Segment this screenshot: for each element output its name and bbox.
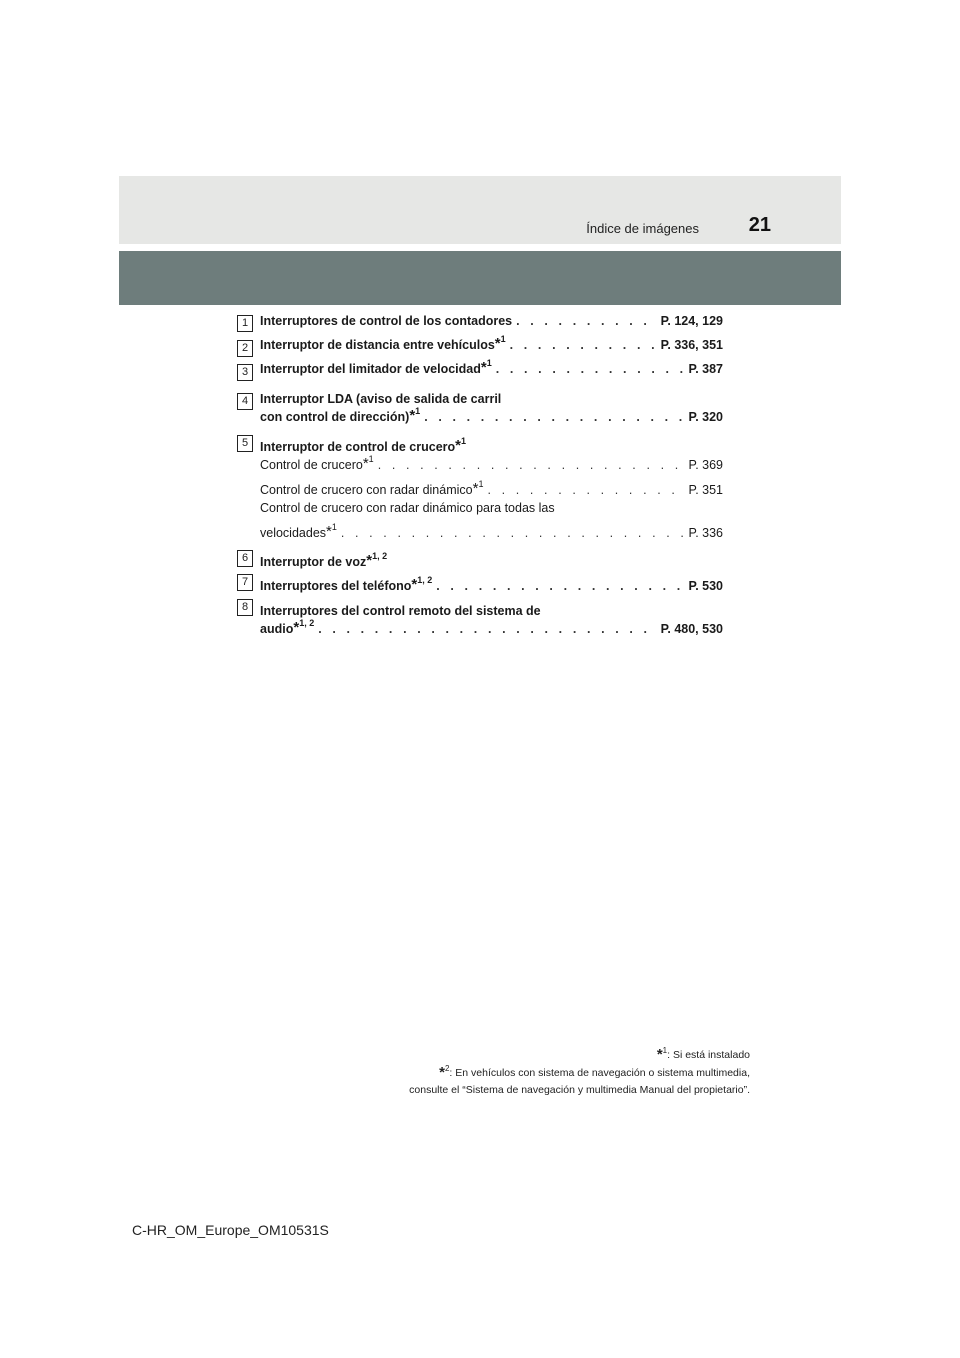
entry-line[interactable] [260,336,723,354]
footnote-marker: *1 [472,479,484,497]
dot-leader [341,524,685,542]
page-reference-link[interactable]: P. 336, 351 [660,338,723,352]
dot-leader [516,312,657,330]
footnote-line [409,1046,750,1064]
entry-text: Interruptores de control de los contadores [260,314,513,328]
footnote-marker-number: 1 [368,454,374,464]
page-number: 21 [748,214,771,236]
footnote-marker: *1 [326,522,337,540]
entry-line[interactable] [260,577,723,595]
entry-line [260,499,723,517]
entry-text: Control de crucero con radar dinámico para todas las [260,501,555,515]
footnote-text: : En vehículos con sistema de navegación o sistema multimedia, [449,1067,750,1079]
dot-leader [378,456,685,474]
entry-text: Interruptor del limitador de velocidad [260,362,481,376]
footnote-marker-number: 1, 2 [417,575,433,585]
footnote-marker: *1 [480,358,492,376]
page-reference-link[interactable]: P. 124, 129 [660,314,723,328]
footnote-marker-number: 1 [486,358,492,368]
dot-leader [487,481,684,499]
entry-number-box: 4 [237,393,253,410]
entry-line [260,602,723,620]
footnote-number: 2 [444,1064,450,1073]
footnote-number: 1 [662,1046,668,1055]
footnote-marker-number: 1 [478,479,484,489]
entry-line[interactable] [260,312,723,330]
entry-number-box: 8 [237,599,253,616]
entry-line[interactable] [260,456,723,474]
entry-text: velocidades [260,526,327,540]
entry-text: Interruptor LDA (aviso de salida de carril [260,392,502,406]
page-reference-link[interactable]: P. 369 [688,458,723,472]
footnote-marker: *1, 2 [411,575,433,593]
section-title: Índice de imágenes [586,221,699,236]
entry-line[interactable] [260,360,723,378]
page-reference-link[interactable]: P. 320 [688,410,723,424]
footnote-marker: *1, 2 [366,551,388,569]
dot-leader [436,577,684,595]
footnote-marker: *1 [409,406,421,424]
entry-number-box: 6 [237,550,253,567]
entry-text: Interruptor de voz [260,555,367,569]
entry-number-box: 7 [237,574,253,591]
footnote-marker-number: 1 [415,406,421,416]
entry-text: Interruptores del teléfono [260,579,412,593]
page-reference-link[interactable]: P. 351 [688,483,723,497]
footnote-text: : Si está instalado [667,1049,750,1061]
header-band [119,176,841,244]
entry-text: audio [260,622,294,636]
entry-line[interactable] [260,481,723,499]
footnote-text: consulte el “Sistema de navegación y multimedia Manual del propietario”. [409,1084,750,1096]
footnote-star: * [439,1064,445,1081]
dot-leader [424,408,684,426]
entry-line [260,390,723,408]
entry-line[interactable] [260,620,723,638]
footnote-marker-number: 1 [500,334,506,344]
dot-leader [496,360,685,378]
page-reference-link[interactable]: P. 387 [688,362,723,376]
footnote-marker: *1 [362,454,374,472]
dot-leader [510,336,657,354]
footnote-marker-number: 1, 2 [372,551,388,561]
footnote-marker: *1 [455,436,467,454]
entry-number-box: 1 [237,315,253,332]
entry-text: Control de crucero [260,458,363,472]
footnote-marker: *1, 2 [293,618,315,636]
footnote-star: * [656,1046,663,1063]
entry-number-box: 5 [237,435,253,452]
entry-line [260,553,723,571]
document-code: C-HR_OM_Europe_OM10531S [132,1222,329,1238]
entry-text: con control de dirección) [260,410,410,424]
illustration-band [119,251,841,305]
entry-text: Interruptor de control de crucero [260,440,456,454]
page-reference-link[interactable]: P. 480, 530 [660,622,723,636]
dot-leader [318,620,656,638]
footnote-line [409,1082,750,1098]
footnote-marker: *1 [494,334,506,352]
footnotes [409,1046,750,1098]
entry-text: Control de crucero con radar dinámico [260,483,473,497]
page-reference-link[interactable]: P. 336 [688,526,723,540]
entry-number-box: 2 [237,340,253,357]
footnote-line [409,1064,750,1082]
footnote-marker-number: 1, 2 [299,618,315,628]
entry-line[interactable] [260,408,723,426]
page-reference-link[interactable]: P. 530 [688,579,723,593]
footnote-marker-number: 1 [331,522,337,532]
entry-text: Interruptores del control remoto del sistema de [260,604,541,618]
entry-text: Interruptor de distancia entre vehículos [260,338,495,352]
entry-line[interactable] [260,524,723,542]
entry-number-box: 3 [237,364,253,381]
entry-line [260,438,723,456]
footnote-marker-number: 1 [461,436,467,446]
